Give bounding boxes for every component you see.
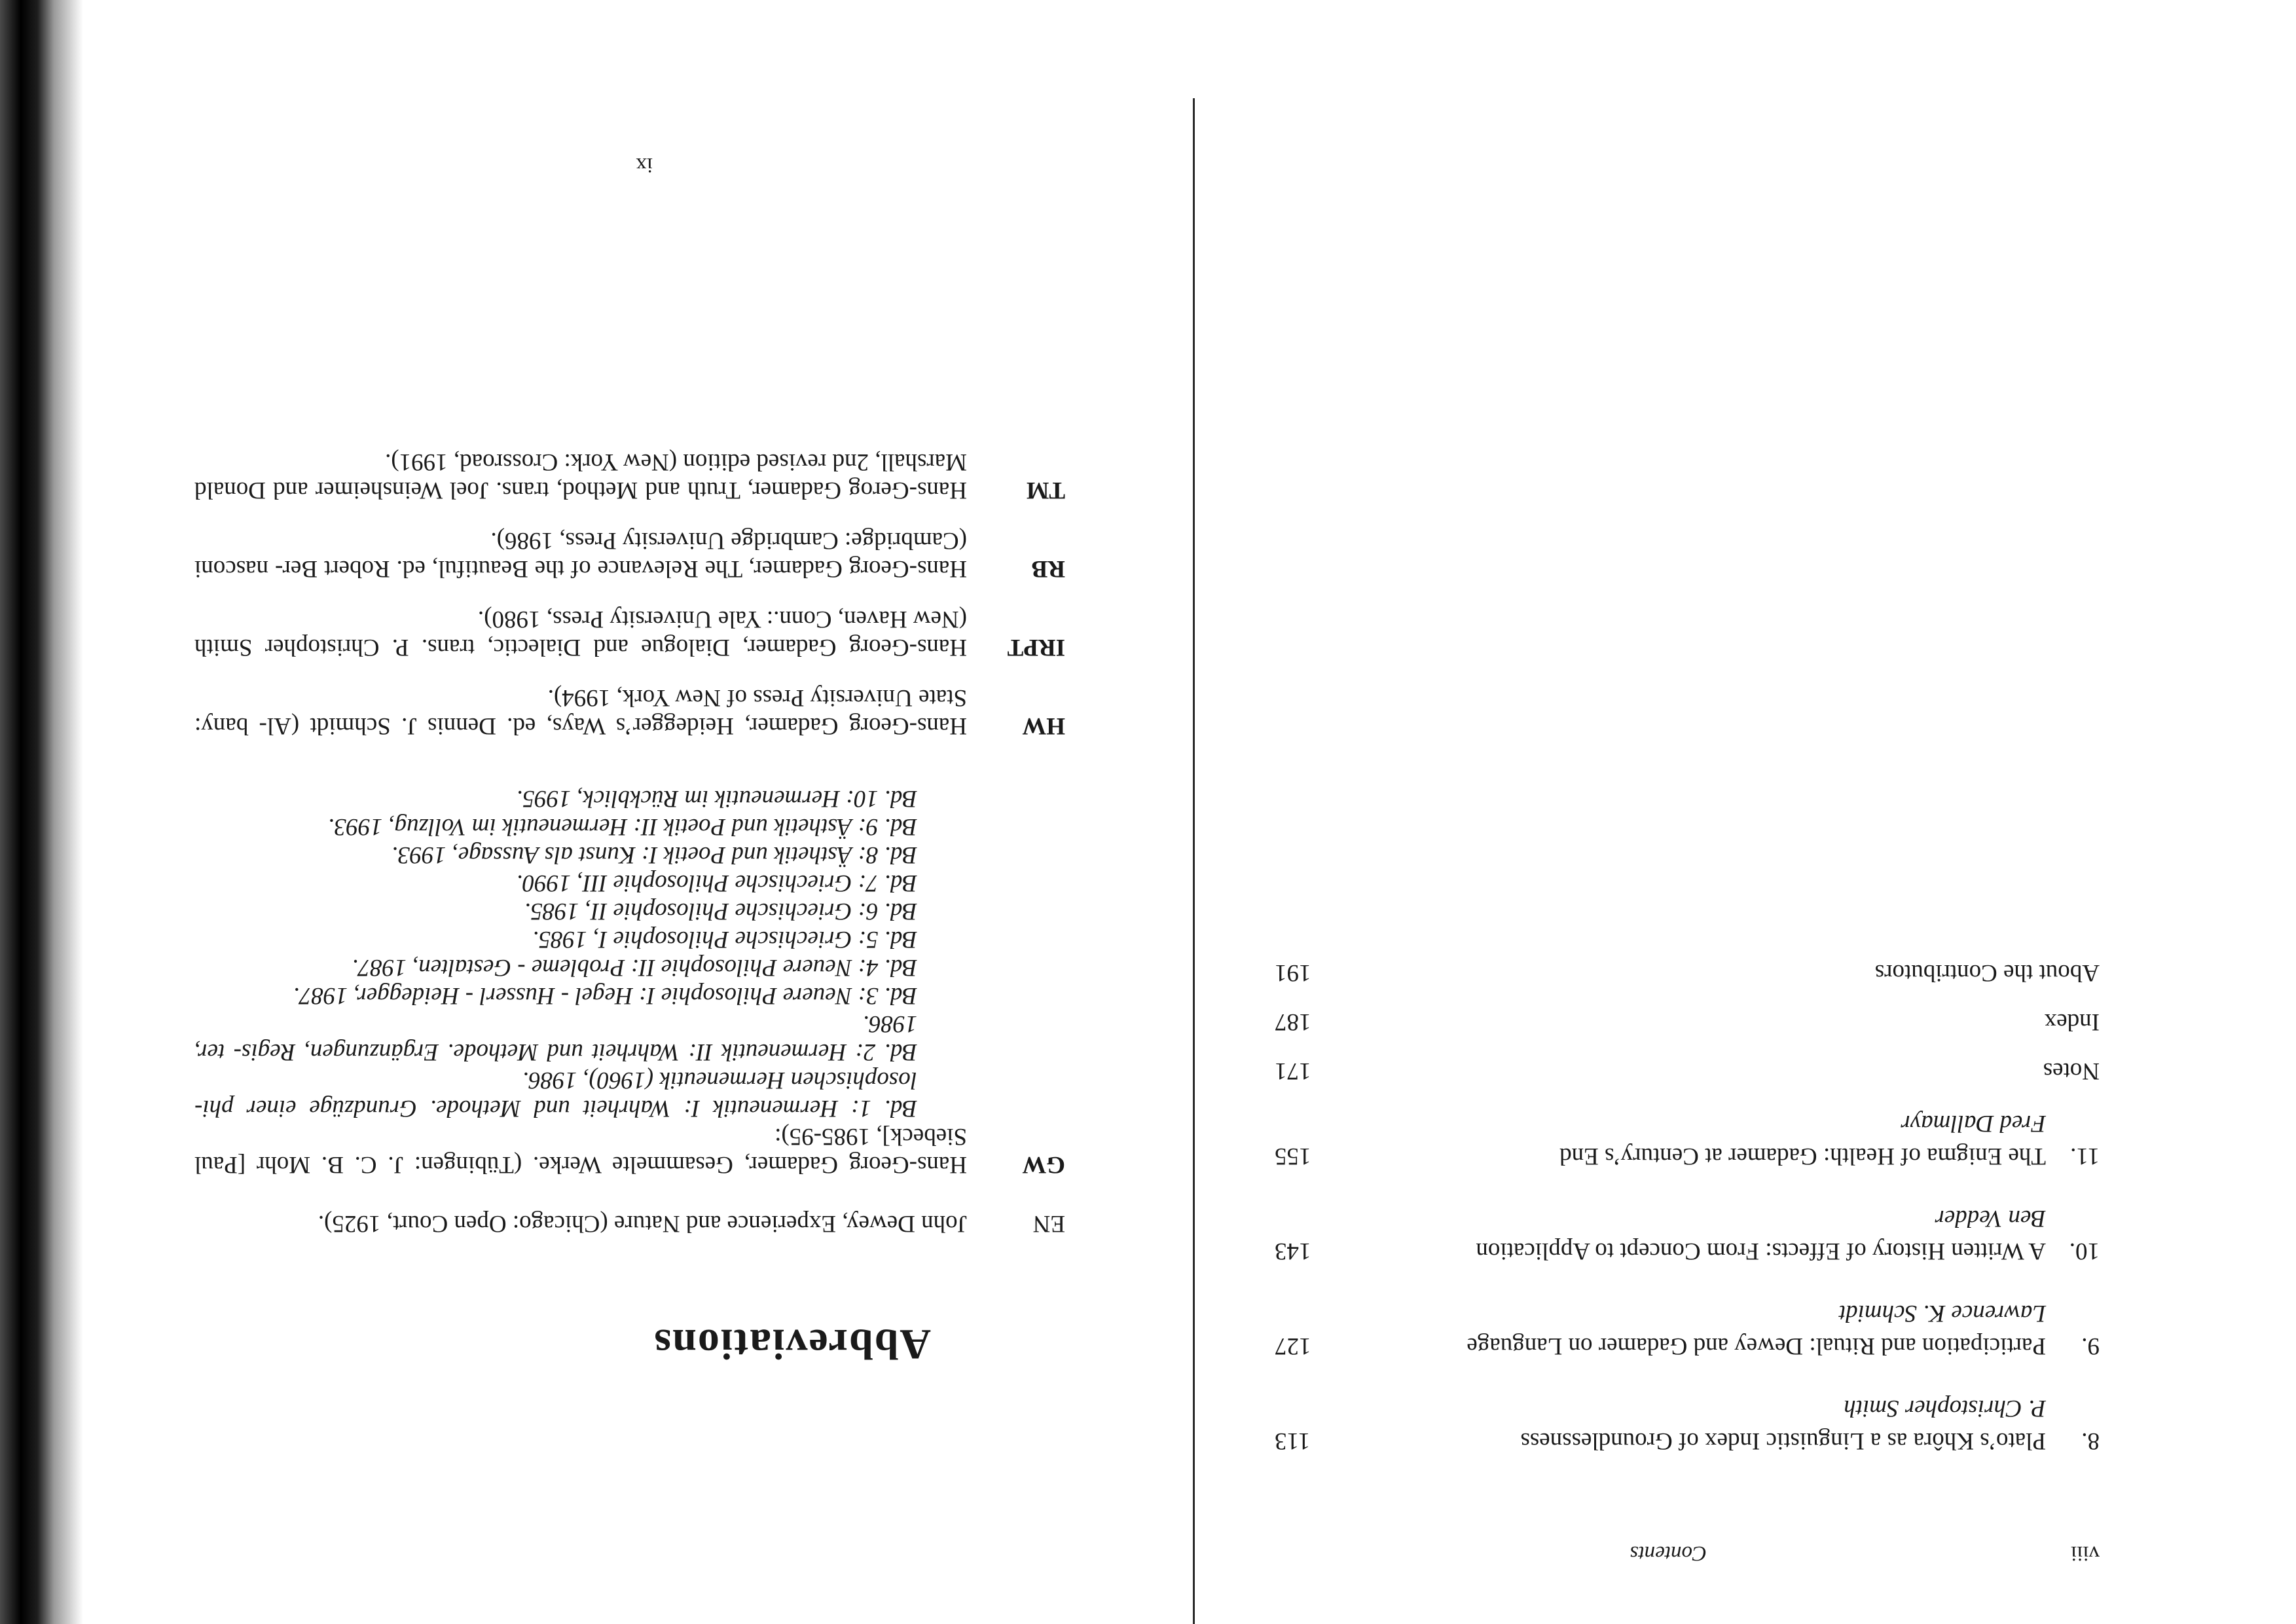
abbreviation-code: IRPT — [1007, 634, 1065, 661]
toc-entry-title: About the Contributors — [1874, 959, 2100, 986]
abbreviations-page — [5, 0, 1118, 1624]
volume-item: Bd. 9: Ästhetik und Poetik II: Hermeneutik im Vollzug, 1993. — [327, 813, 917, 840]
volume-list — [194, 784, 967, 1122]
running-head-title: Contents — [1630, 1541, 1707, 1565]
toc-entry-title: A Written History of Effects: From Concept to Application — [1476, 1238, 2046, 1264]
abbreviation-code: TM — [1026, 477, 1065, 504]
toc-entry-page: 113 — [1275, 1428, 1311, 1454]
toc-entry-author: P. Christopher Smith — [1844, 1395, 2046, 1422]
volume-item: Bd. 10: Hermeneutik im Rückblick, 1995. — [516, 785, 917, 812]
abbreviation-code: RB — [1031, 555, 1065, 582]
page-number: viii — [2070, 1541, 2100, 1565]
volume-item: Bd. 8: Ästhetik und Poetik I: Kunst als Aussage, 1993. — [392, 841, 917, 868]
volume-item: Bd. 1: Hermeneutik I: Wahrheit und Methode. Grundzüge einer phi- losophischen Hermeneutik (1960), 1986. — [194, 1067, 917, 1122]
abbreviation-code: HW — [1022, 712, 1065, 739]
toc-entry-number: 11. — [2070, 1143, 2100, 1170]
page-number: ix — [636, 153, 653, 177]
toc-entry-author: Fred Dallmayr — [1901, 1110, 2046, 1137]
volume-item: Bd. 7: Griechische Philosophie III, 1990. — [516, 870, 917, 896]
abbreviation-text: Hans-Georg Gadamer, The Relevance of the Beautiful, ed. Robert Ber- nasconi (Cambridge: Cambridge University Press, 1986). — [194, 527, 967, 582]
toc-entry-page: 187 — [1275, 1008, 1311, 1035]
toc-entry-title: The Enigma of Health: Gadamer at Century’s End — [1559, 1143, 2046, 1170]
volume-item: Bd. 4: Neuere Philosophie II: Probleme - Gestalten, 1987. — [352, 954, 917, 981]
volume-item: Bd. 6: Griechische Philosophie II, 1985. — [524, 898, 917, 925]
page-title: Abbreviations — [653, 1320, 931, 1368]
page-gutter-line — [1193, 98, 1195, 1624]
volume-item: Bd. 2: Hermeneutik II: Wahrheit und Methode. Ergänzungen, Regis- ter, 1986. — [194, 1010, 917, 1065]
table-of-contents — [1275, 0, 2100, 1624]
toc-entry-title: Notes — [2043, 1058, 2100, 1084]
toc-entry-number: 9. — [2081, 1333, 2100, 1359]
abbreviation-text: Hans-Gerog Gadamer, Truth and Method, trans. Joel Weinsheimer and Donald Marshall, 2nd revised edition (New York: Crossroad, 1991). — [194, 449, 967, 504]
abbreviation-text: Hans-Georg Gadamer, Gesammelte Werke. (Tübingen: J. C. B. Mohr [Paul Siebeck], 1985-95): — [194, 1123, 967, 1178]
binding-shadow — [0, 0, 83, 1624]
toc-entry-title: Index — [2044, 1008, 2100, 1035]
toc-entry-page: 127 — [1275, 1333, 1311, 1359]
toc-entry-author: Lawrence K. Schmidt — [1838, 1300, 2046, 1327]
volume-item: Bd. 5: Griechische Philosophie I, 1985. — [532, 926, 917, 953]
abbreviation-code: GW — [1022, 1151, 1065, 1178]
abbreviation-text-block — [194, 784, 967, 1179]
toc-entry-page: 155 — [1275, 1143, 1311, 1170]
abbreviation-text: John Dewey, Experience and Nature (Chicago: Open Court, 1925). — [318, 1210, 967, 1237]
toc-entry-title: Participation and Ritual: Dewey and Gadamer on Language — [1467, 1333, 2046, 1359]
toc-entry-author: Ben Vedder — [1935, 1205, 2046, 1232]
abbreviation-text: Hans-Georg Gadamer, Dialogue and Dialectic, trans. P. Christopher Smith (New Haven, Conn.: Yale University Press, 1980). — [194, 606, 967, 661]
volume-item: Bd. 3: Neuere Philosophie I: Hegel - Husserl - Heidegger, 1987. — [293, 982, 917, 1009]
toc-entry-page: 191 — [1275, 959, 1311, 986]
toc-entry-number: 8. — [2081, 1428, 2100, 1454]
toc-entry-page: 171 — [1275, 1058, 1311, 1084]
contents-page — [1222, 0, 2296, 1624]
toc-entry-number: 10. — [2069, 1238, 2100, 1264]
abbreviation-text: Hans-Georg Gadamer, Heidegger’s Ways, ed. Dennis J. Schmidt (Al- bany: State University Press of New York, 1994). — [194, 684, 967, 739]
abbreviation-code: EN — [1032, 1210, 1065, 1237]
toc-entry-title: Plato’s Khôra as a Linguistic Index of Groundlessness — [1520, 1428, 2046, 1454]
toc-entry-page: 143 — [1275, 1238, 1311, 1264]
